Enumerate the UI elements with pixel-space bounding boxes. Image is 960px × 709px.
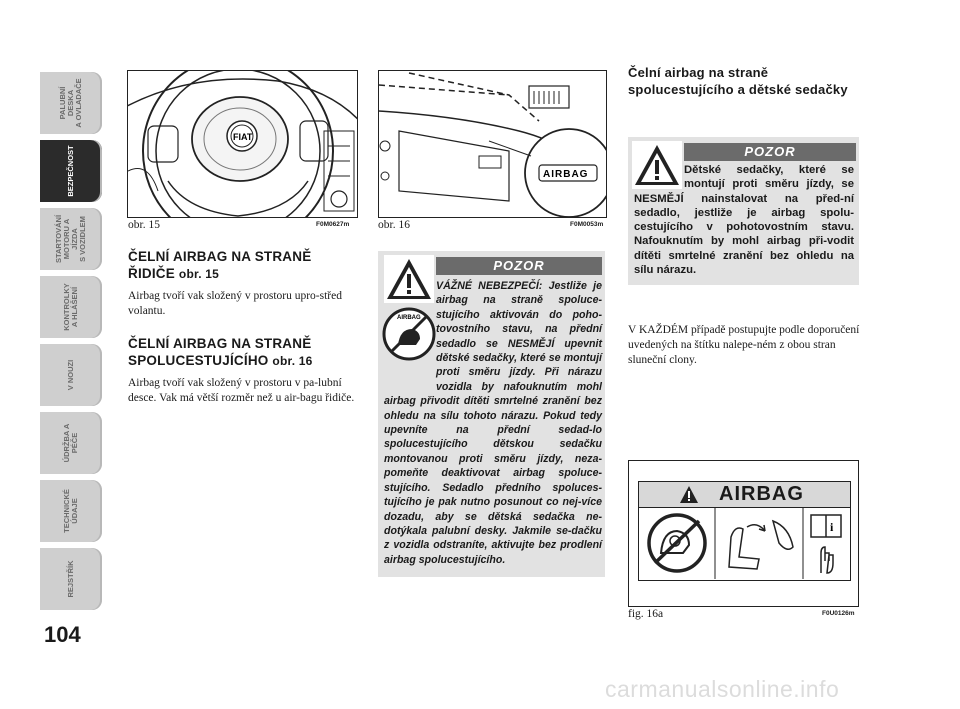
tab-udrzba[interactable]: ÚDRŽBA A PÉČE bbox=[40, 412, 102, 474]
figure-16a-code: F0U0126m bbox=[822, 610, 855, 617]
paragraph-each-case: V KAŽDÉM případě postupujte podle doporučení uvedených na štítku nalepe-ném z obou stran sluneční clony. bbox=[628, 324, 860, 366]
figure-airbag-label bbox=[628, 460, 859, 607]
heading-passenger-airbag-child-seat: Čelní airbag na straně spolucestujícího a dětské sedačky bbox=[628, 65, 848, 97]
airbag-text: AIRBAG bbox=[543, 169, 589, 180]
figure-16-code: F0M0053m bbox=[570, 221, 604, 228]
tab-bezpecnost[interactable]: BEZPEČNOST bbox=[40, 140, 102, 202]
tab-technicke-udaje[interactable]: TECHNICKÉ ÚDAJE bbox=[40, 480, 102, 542]
warning-box-child-seats bbox=[628, 137, 859, 285]
watermark: carmanualsonline.info bbox=[605, 676, 840, 702]
sticker-warning-triangle-icon bbox=[679, 485, 699, 504]
warning-box-serious-danger bbox=[378, 251, 605, 577]
sticker-header bbox=[639, 482, 850, 508]
tab-palubni-deska[interactable]: PALUBNÍ DESKA A OVLADAČE bbox=[40, 72, 102, 134]
dashboard-illustration bbox=[379, 71, 606, 217]
tab-startovani[interactable]: STARTOVÁNÍ MOTORU A JÍZDA S VOZIDLEM bbox=[40, 208, 102, 270]
airbag-sticker bbox=[638, 481, 851, 581]
figure-16-caption: obr. 16 bbox=[378, 219, 410, 231]
heading-driver-airbag: ČELNÍ AIRBAG NA STRANĚ ŘIDIČE obr. 15 bbox=[128, 249, 312, 281]
figure-15-caption: obr. 15 bbox=[128, 219, 160, 231]
page-number: 104 bbox=[44, 622, 81, 647]
warning-title-pozor-right: POZOR bbox=[684, 143, 856, 161]
sticker-pictograms bbox=[639, 507, 850, 579]
tab-kontrolky[interactable]: KONTROLKY A HLÁŠENÍ bbox=[40, 276, 102, 338]
figure-15-code: F0M0627m bbox=[316, 221, 350, 228]
paragraph-passenger-airbag: Airbag tvoří vak složený v prostoru v pa-lubní desce. Vak má větší rozměr než u air-bagu řidiče. bbox=[128, 377, 355, 404]
figure-16a-caption: fig. 16a bbox=[628, 608, 664, 620]
sticker-title: AIRBAG bbox=[719, 483, 804, 505]
warning-text-serious-danger: VÁŽNÉ NEBEZPEČÍ: Jestliže je airbag na straně spoluce-stujícího aktivován do poho-tovostního stavu, na přední sedadlo se NESMĚJÍ upevnit dětské sedačky, které se montují proti směru jízdy. Při nárazu vozidla by nafouknutím mohl airbag přivodit dítěti smrtelné zranění bez ohledu na sílu tohoto nárazu. Pokud tedy upevníte na přední sedad-lo spolucestujícího dětskou sedačku montovanou proti směru jízdy, neza-pomeňte deaktivovat airbag spoluce-stujícího. Sedadlo předního spoluces-tujícího je pak nutno posunout co nej-více dozadu, aby se dětská sedačka ne-dotýkala palubní desky. Jakmile se-dačku z vozidla odstraníte, aktivujte bez prodlení airbag spolucestujícího. bbox=[384, 280, 602, 566]
figure-steering-wheel bbox=[127, 70, 358, 218]
warning-text-child-seats: Dětské sedačky, které se montují proti směru jízdy, se NESMĚJÍ nainstalovat na před-ní sedadlo, jestliže je airbag spolu-cestujícího v pohotovostním stavu. Nafouknutím by mohl airbag při-vodit dítěti smrtelné zranění bez ohledu na sílu nárazu. bbox=[634, 164, 854, 277]
svg-text:AIRBAG: AIRBAG bbox=[397, 315, 421, 321]
tab-v-nouzi[interactable]: V NOUZI bbox=[40, 344, 102, 406]
tab-rejstrik[interactable]: REJSTŘÍK bbox=[40, 548, 102, 610]
figure-dashboard-airbag bbox=[378, 70, 607, 218]
warning-title-pozor: POZOR bbox=[436, 257, 602, 275]
heading-passenger-airbag: ČELNÍ AIRBAG NA STRANĚ SPOLUCESTUJÍCÍHO obr. 16 bbox=[128, 336, 313, 368]
paragraph-driver-airbag: Airbag tvoří vak složený v prostoru upro-střed volantu. bbox=[128, 290, 342, 317]
steering-wheel-illustration bbox=[128, 71, 357, 217]
svg-text:i: i bbox=[830, 520, 834, 534]
svg-text:FIAT: FIAT bbox=[233, 132, 253, 142]
